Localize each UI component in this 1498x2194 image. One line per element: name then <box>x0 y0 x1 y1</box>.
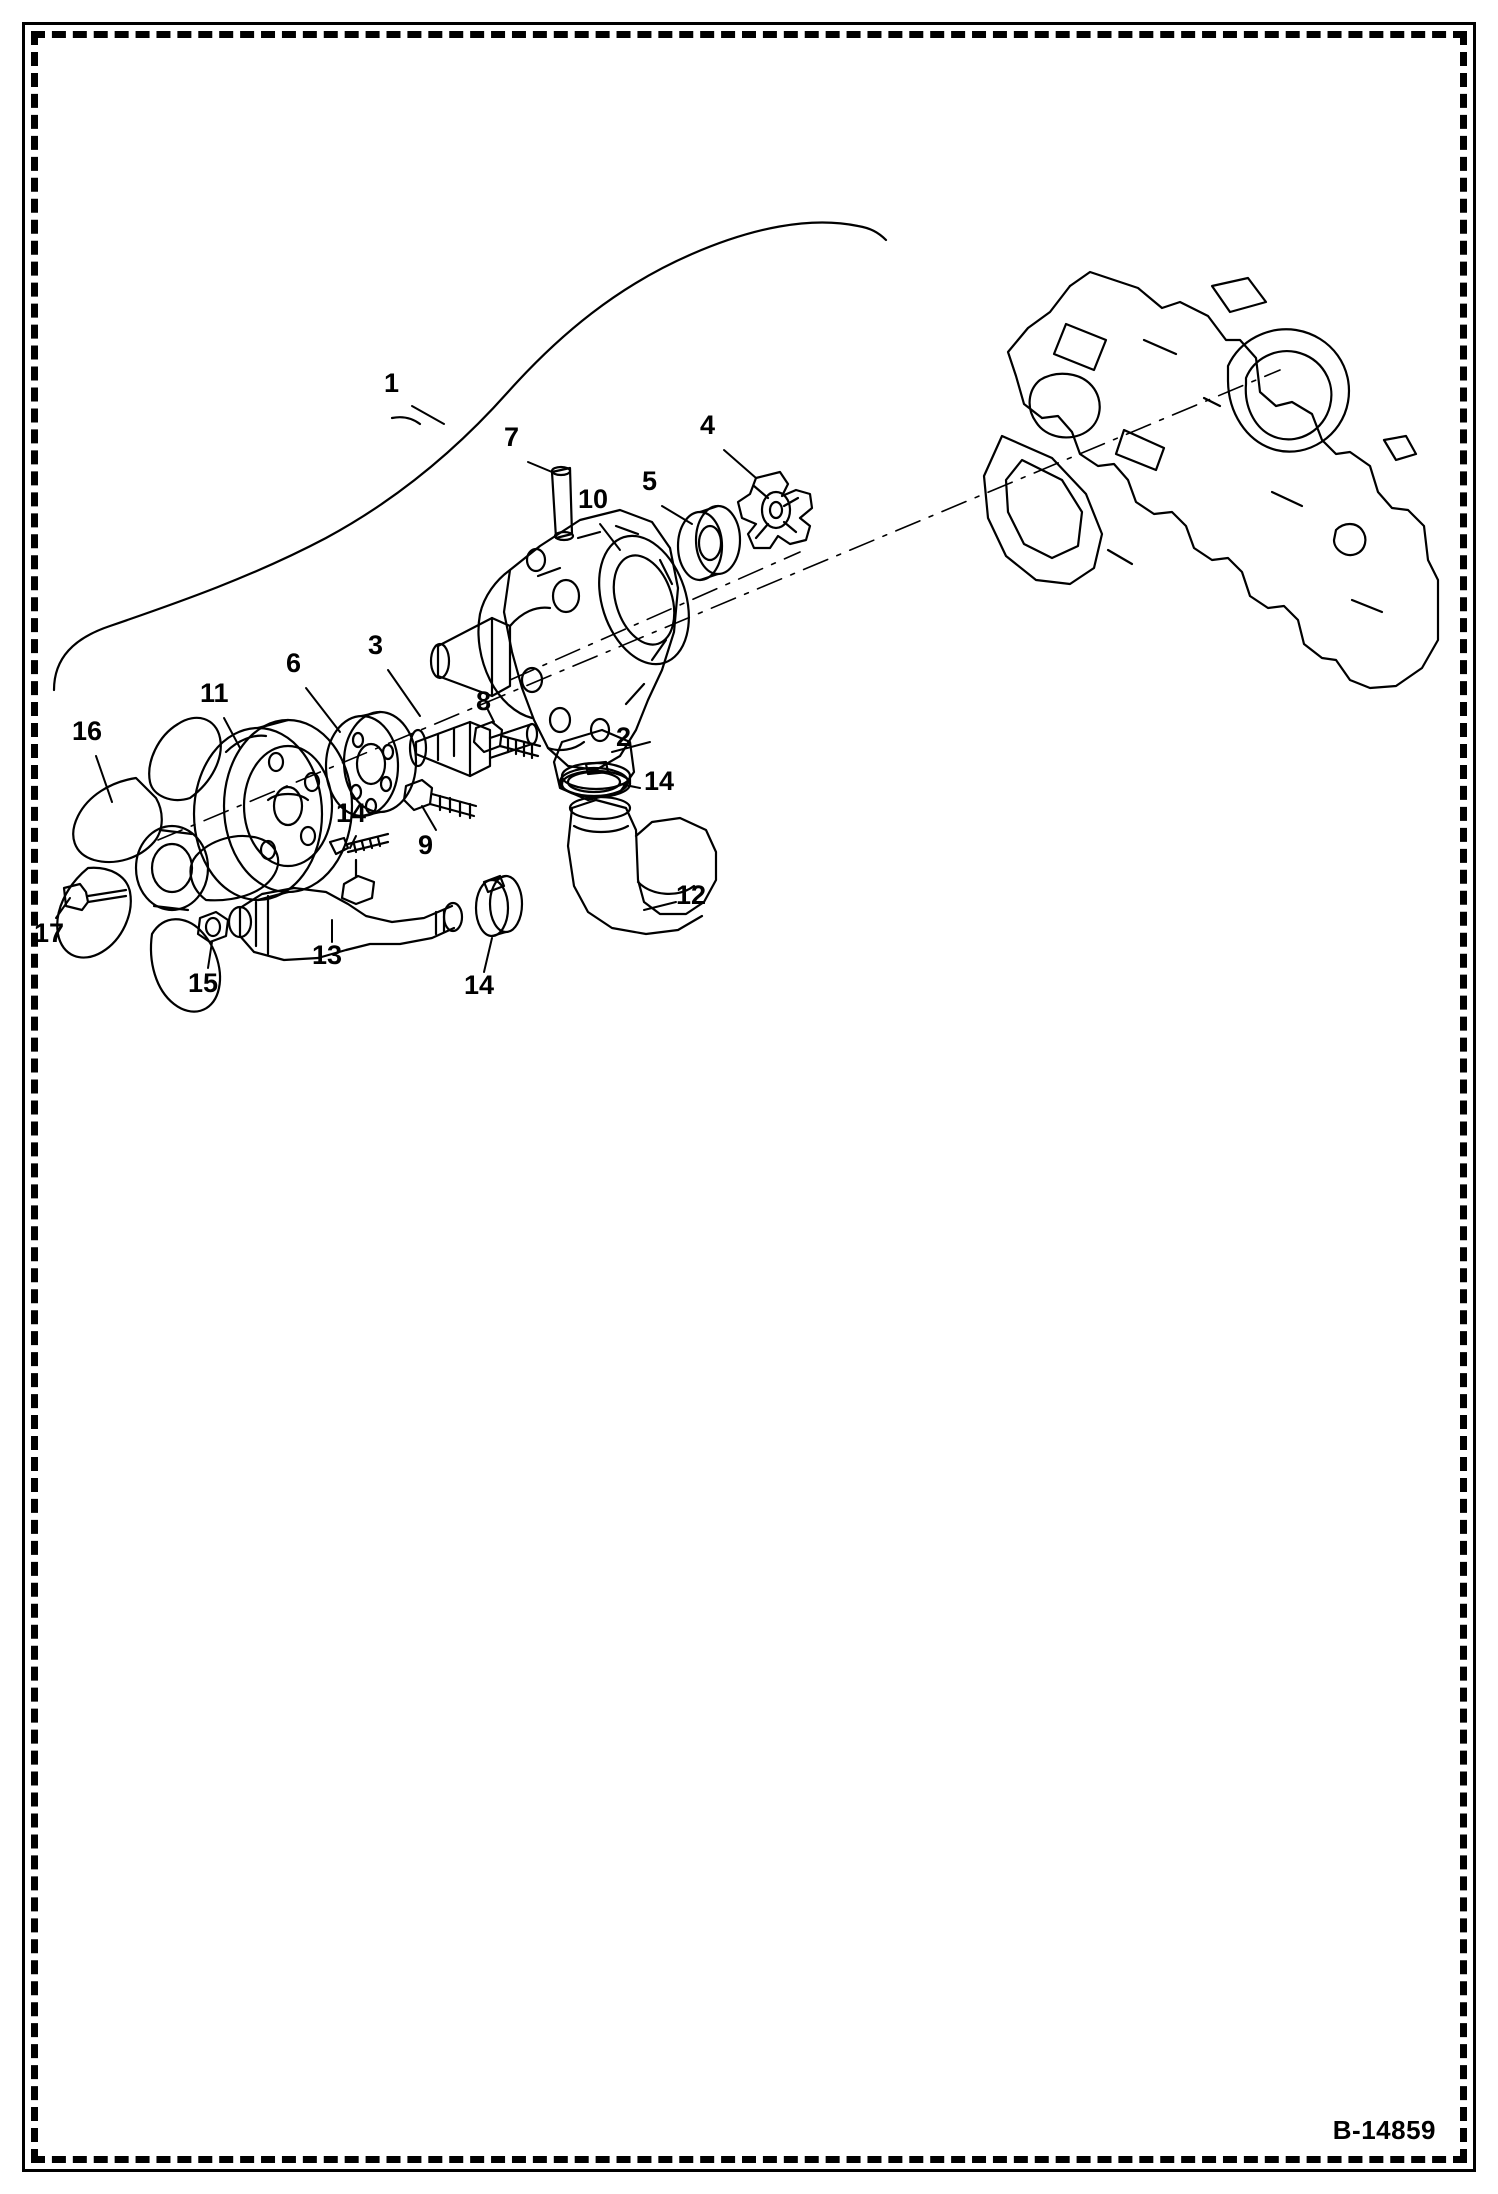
callout-9: 9 <box>418 830 434 860</box>
callout-12: 12 <box>676 880 707 910</box>
mechanical-seal <box>678 506 740 580</box>
callout-10: 10 <box>578 484 609 514</box>
callout-16: 15 <box>188 968 219 998</box>
callout-2: 2 <box>616 722 632 752</box>
lower-radiator-hose <box>568 797 716 934</box>
callout-3: 3 <box>368 630 384 660</box>
assembly-outline-bracket <box>54 222 886 690</box>
bolt-lower <box>404 780 476 818</box>
callout-5: 5 <box>642 466 658 496</box>
bypass-hose <box>229 860 462 960</box>
hose-clamp-lower <box>476 876 522 936</box>
callout-6: 6 <box>286 648 302 678</box>
callout-17: 16 <box>72 716 103 746</box>
engine-block-fragment <box>984 272 1438 688</box>
callout-1: 1 <box>384 368 400 398</box>
exploded-diagram-canvas <box>34 40 1458 2154</box>
callout-14-lower: 14 <box>464 970 495 1000</box>
nut <box>198 912 228 942</box>
impeller <box>738 472 812 548</box>
callout-15: 14 <box>336 798 367 828</box>
screw <box>330 834 388 854</box>
line-art <box>40 40 1458 2154</box>
shaft-and-bearing <box>410 722 537 776</box>
callout-11: 11 <box>200 678 229 708</box>
callout-8: 8 <box>476 686 492 716</box>
fan-blade <box>57 718 278 1012</box>
callout-18: 17 <box>34 918 65 948</box>
fan-screw <box>64 884 126 910</box>
callout-13: 13 <box>312 940 343 970</box>
callout-4: 4 <box>700 410 716 440</box>
callout-7: 7 <box>504 422 520 452</box>
figure-code: B-14859 <box>1332 2115 1436 2145</box>
dowel-pin <box>552 467 573 540</box>
callout-14-upper: 14 <box>644 766 675 796</box>
